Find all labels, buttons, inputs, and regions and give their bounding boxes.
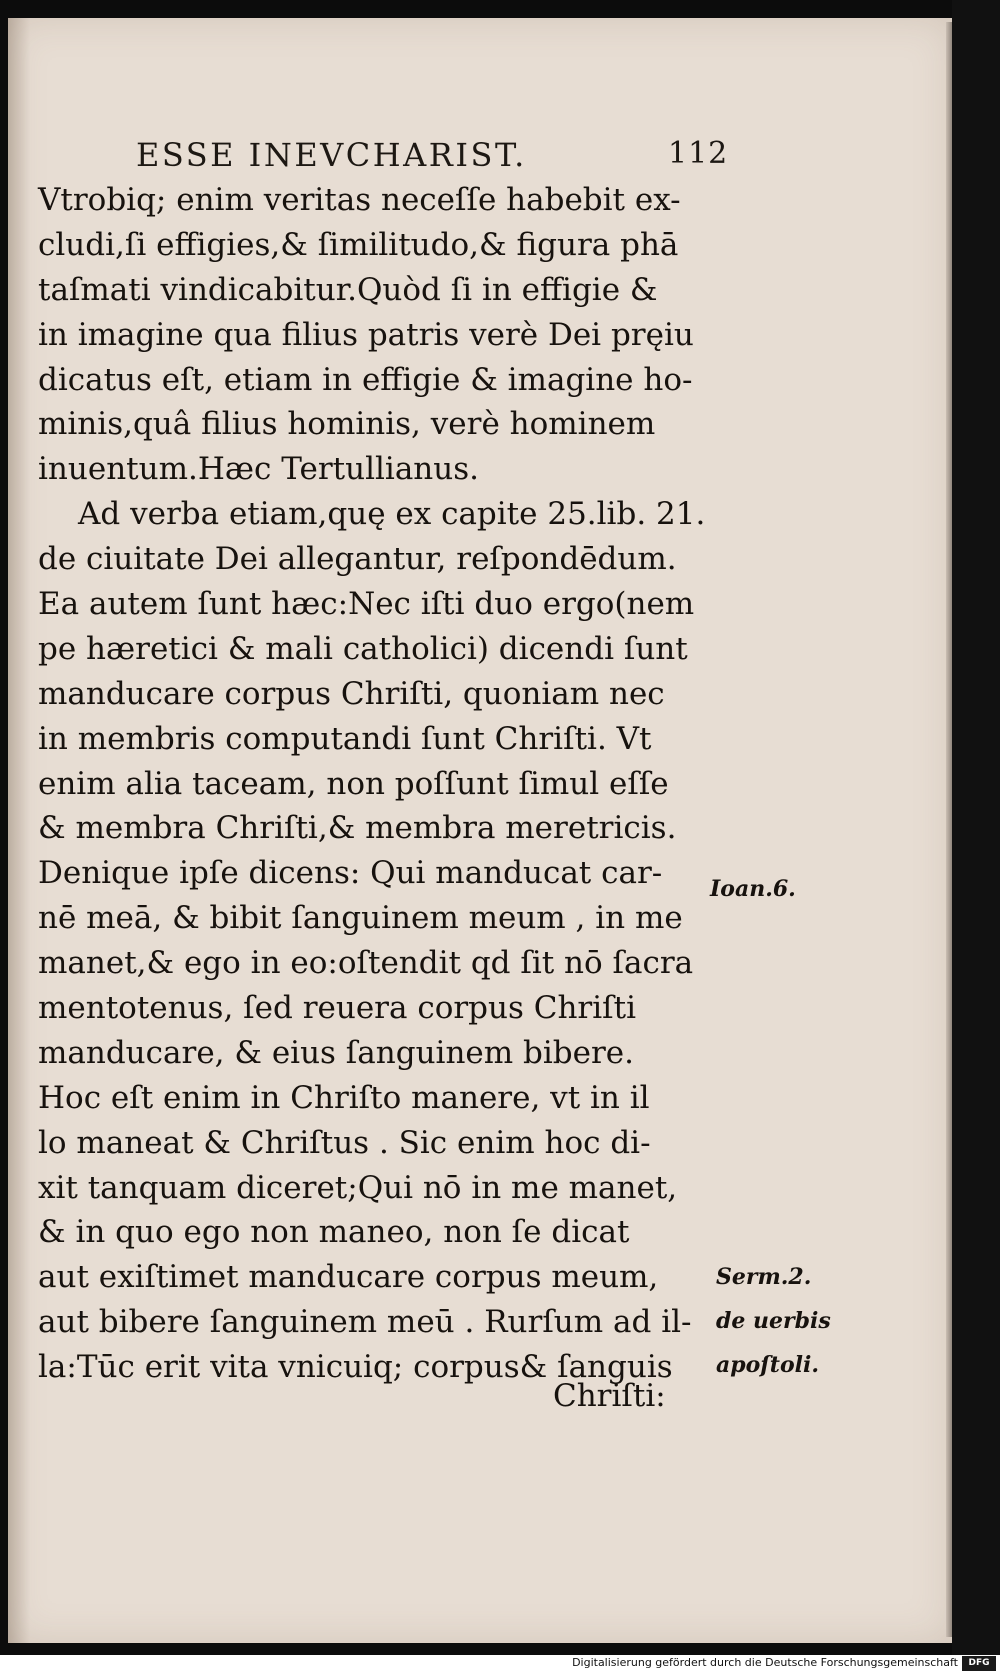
- margin-note-apostoli: apoſtoli.: [716, 1352, 819, 1378]
- text-line: manducare corpus Chriſti, quoniam nec: [38, 675, 665, 712]
- text-line: aut bibere ſanguinem meū . Rurſum ad il-: [38, 1304, 692, 1341]
- text-line: in membris computandi ſunt Chriſti. Vt: [38, 720, 652, 757]
- text-line: mentotenus, ſed reuera corpus Chriſti: [38, 990, 637, 1027]
- margin-note-de-uerbis: de uerbis: [716, 1308, 831, 1334]
- text-line: Vtrobiq; enim veritas neceſſe habebit ex-: [38, 182, 681, 218]
- dfg-logo: DFG: [962, 1656, 996, 1671]
- margin-note-serm: Serm.2.: [716, 1264, 812, 1290]
- catchword: Chriſti:: [553, 1378, 666, 1414]
- body-text: [38, 178, 728, 1390]
- text-line: nē meā, & bibit ſanguinem meum , in me: [38, 900, 683, 937]
- margin-note-ioan: Ioan.6.: [710, 876, 796, 902]
- footer-bar: [0, 1655, 1000, 1673]
- text-line: Ad verba etiam,quę ex capite 25.lib. 21.: [78, 496, 706, 533]
- text-line: Ea autem ſunt hæc:Nec iſti duo ergo(nem: [38, 586, 695, 623]
- text-line: cludi,ſi effigies,& ſimilitudo,& figura phā: [38, 226, 679, 263]
- text-line: enim alia taceam, non poſſunt ſimul eſſe: [38, 765, 669, 802]
- text-line: Denique ipſe dicens: Qui manducat car-: [38, 855, 663, 892]
- page-number: 112: [668, 136, 729, 171]
- text-line: Hoc eſt enim in Chriſto manere, vt in il: [38, 1079, 650, 1116]
- page-header: [8, 136, 952, 176]
- scan-border: [952, 0, 1000, 1655]
- text-line: aut exiſtimet manducare corpus meum,: [38, 1259, 659, 1296]
- text-line: xit tanquam diceret;Qui nō in me manet,: [38, 1169, 678, 1206]
- text-line: in imagine qua filius patris verè Dei pręiu: [38, 316, 694, 353]
- text-line: minis,quâ filius hominis, verè hominem: [38, 406, 656, 443]
- text-line: dicatus eſt, etiam in effigie & imagine ho-: [38, 361, 693, 398]
- text-line: de ciuitate Dei allegantur, reſpondēdum.: [38, 541, 677, 578]
- text-line: taſmati vindicabitur.Quòd ſi in effigie &: [38, 271, 658, 308]
- text-line: manet,& ego in eo:oſtendit qd ſit nō ſacra: [38, 945, 694, 982]
- text-line: lo maneat & Chriſtus . Sic enim hoc di-: [38, 1124, 651, 1161]
- text-line: pe hæretici & mali catholici) dicendi ſunt: [38, 630, 688, 667]
- book-page: [8, 18, 952, 1643]
- text-line: & membra Chriſti,& membra meretricis.: [38, 810, 677, 847]
- text-line: & in quo ego non maneo, non ſe dicat: [38, 1214, 630, 1251]
- text-line: inuentum.Hæc Tertullianus.: [38, 451, 479, 488]
- text-line: manducare, & eius ſanguinem bibere.: [38, 1034, 634, 1071]
- funding-credit: Digitalisierung gefördert durch die Deutsche Forschungsgemeinschaft: [572, 1656, 958, 1669]
- running-head: ESSE INEVCHARIST.: [136, 136, 527, 174]
- text-line: la:Tūc erit vita vnicuiq; corpus& ſanguis: [38, 1349, 673, 1386]
